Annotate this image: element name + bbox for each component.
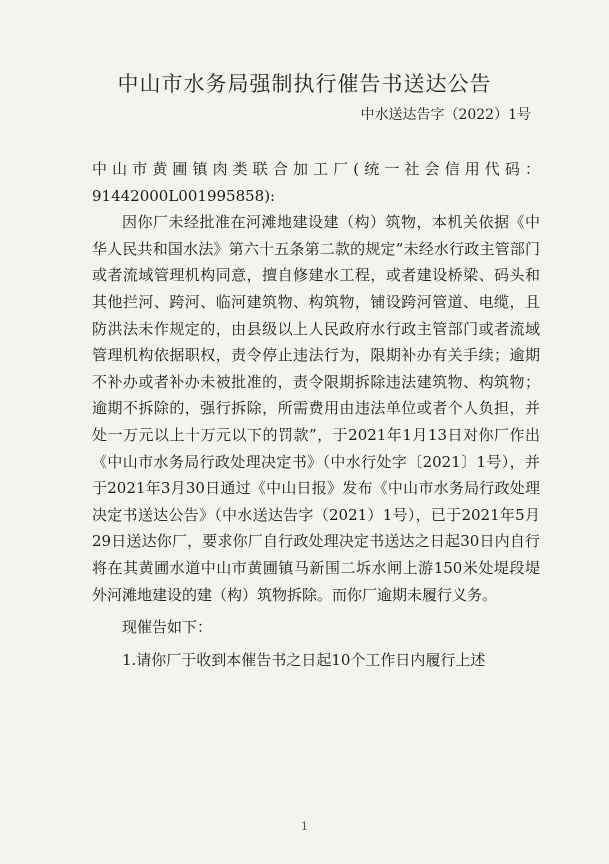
- page-number: 1: [301, 820, 308, 833]
- document-number: 中水送达告字（2022）1号: [360, 107, 531, 123]
- addressee: 中山市黄圃镇肉类联合加工厂(统一社会信用代码：91442000L001995858):: [92, 160, 540, 205]
- body-paragraph-1: 因你厂未经批准在河滩地建设建（构）筑物，本机关依据《中华人民共和国水法》第六十五条第二款的规定“未经水行政主管部门或者流域管理机构同意，擅自修建水工程，或者建设桥梁、码头和其他拦河、跨河、临河建筑物、构筑物，铺设跨河管道、电缆，且防洪法未作规定的，由县级以上人民政府水行政主管部门或者流域管理机构依据职权，责令停止违法行为，限期补办有关手续；逾期不补办或者补办未被批准的，责令限期拆除违法建筑物、构筑物；逾期不拆除的，强行拆除，所需费用由违法单位或者个人负担，并处一万元以上十万元以下的罚款”，于2021年1月13日对你厂作出《中山市水务局行政处理决定书》（中水行处字〔2021〕1号），并于2021年3月30日通过《中山日报》发布《中山市水务局行政处理决定书送达公告》（中水送达告字（2021）1号），已于2021年5月29日送达你厂，要求你厂自行政处理决定书送达之日起30日内自行将在其黄圃水道中山市黄圃镇马新围二坼水闸上游150米处堤段堤外河滩地建设的建（构）筑物拆除。而你厂逾期未履行义务。: [92, 213, 540, 604]
- body-paragraph-3: 1.请你厂于收到本催告书之日起10个工作日内履行上述: [122, 650, 486, 669]
- document-title: 中山市水务局强制执行催告书送达公告: [117, 72, 492, 96]
- document-body: [92, 156, 540, 673]
- body-paragraph-2: 现催告如下：: [122, 618, 213, 637]
